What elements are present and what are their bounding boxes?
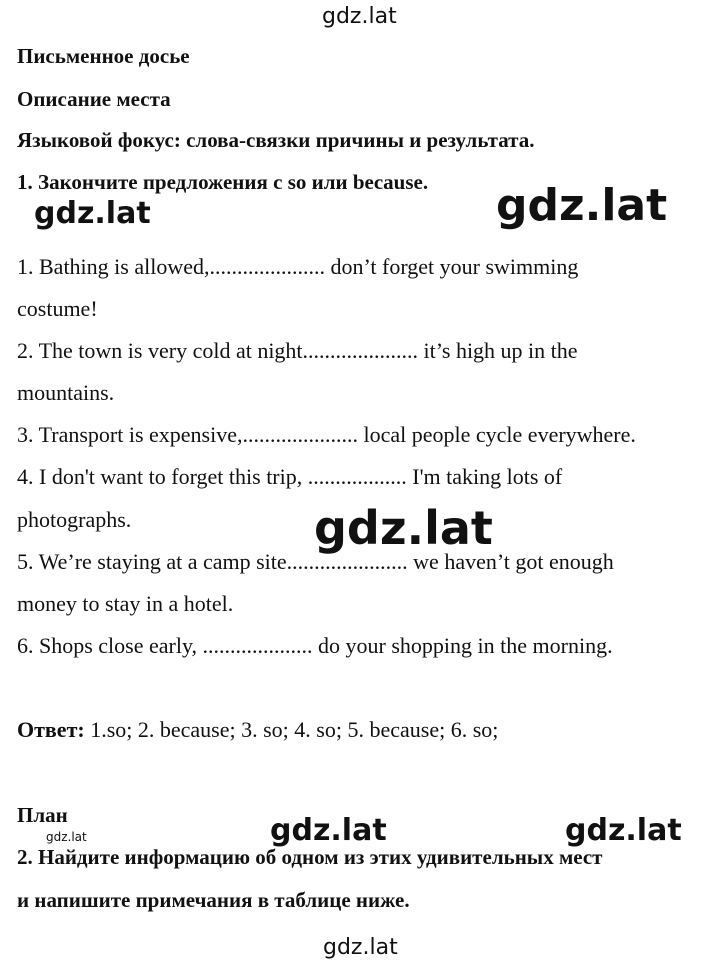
task2-line2: и напишите примечания в таблице ниже. — [17, 888, 410, 912]
answer-line — [17, 719, 498, 741]
task2-line1: 2. Найдите информацию об одном из этих удивительных мест — [17, 845, 603, 869]
answer-label: Ответ: — [17, 717, 85, 742]
exercise-line: 4. I don't want to forget this trip, .................. I'm taking lots of — [17, 464, 563, 489]
exercise-line: photographs. — [17, 507, 132, 532]
heading-language-focus: Языковой фокус: слова-связки причины и результата. — [17, 128, 535, 152]
exercise-line: costume! — [17, 296, 98, 321]
heading-written-dossier: Письменное досье — [17, 44, 190, 68]
watermark-top: gdz.lat — [322, 4, 397, 29]
heading-place-description: Описание места — [17, 87, 171, 111]
watermark-tiny: gdz.lat — [46, 830, 87, 844]
exercise-line: mountains. — [17, 380, 115, 405]
exercise-line: 3. Transport is expensive,..................... local people cycle everywhere. — [17, 422, 636, 447]
watermark-mid-right: gdz.lat — [565, 813, 682, 848]
exercise-line: money to stay in a hotel. — [17, 591, 234, 616]
task1-instruction: 1. Закончите предложения с so или because. — [17, 170, 429, 194]
watermark-mid-left: gdz.lat — [270, 813, 387, 848]
watermark-right: gdz.lat — [496, 180, 668, 231]
plan-heading: План — [17, 803, 68, 827]
exercise-line: 2. The town is very cold at night..................... it’s high up in the — [17, 338, 578, 363]
watermark-center: gdz.lat — [314, 501, 493, 555]
watermark-left: gdz.lat — [34, 196, 151, 231]
answer-text: 1.so; 2. because; 3. so; 4. so; 5. because; 6. so; — [84, 717, 499, 742]
watermark-bottom: gdz.lat — [323, 935, 398, 960]
exercise-line: 1. Bathing is allowed,..................... don’t forget your swimming — [17, 254, 579, 279]
exercise-line: 6. Shops close early, .................... do your shopping in the morning. — [17, 633, 613, 658]
exercise-line: 5. We’re staying at a camp site...................... we haven’t got enough — [17, 549, 614, 574]
